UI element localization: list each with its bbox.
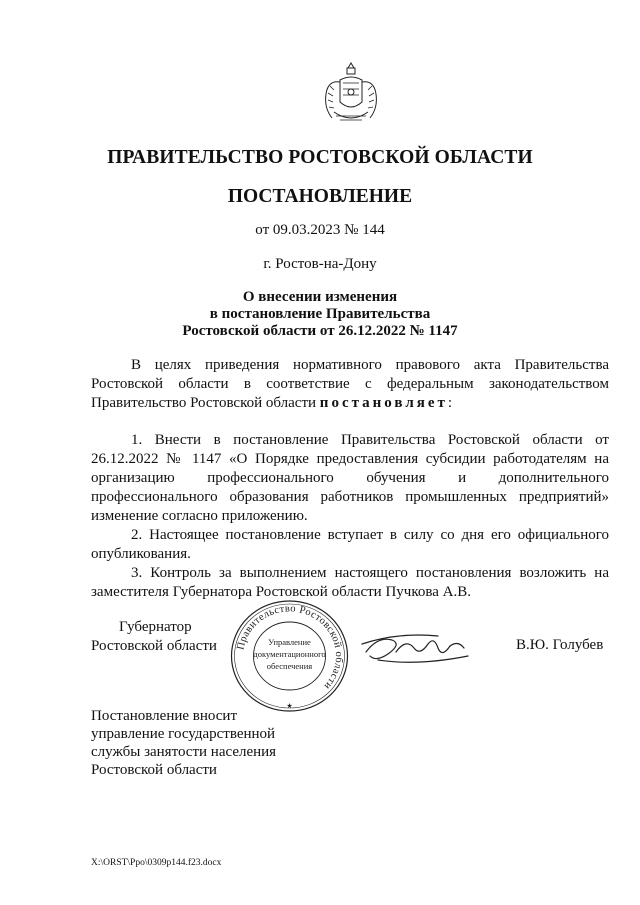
resolution-item: 2. Настоящее постановление вступает в силу со дня его официального опубликования. (91, 527, 609, 562)
seal-inner-line: документационного (253, 649, 326, 659)
file-path-footer: X:\ORST\Ppo\0309p144.f23.docx (91, 858, 222, 868)
official-seal-icon (229, 598, 350, 714)
submitted-by-line: Постановление вносит (91, 708, 238, 724)
preamble-colon: : (447, 395, 453, 411)
svg-text:★: ★ (286, 702, 293, 710)
seal-inner-line: Управление (268, 637, 311, 647)
document-subject (0, 289, 640, 340)
signatory-title-line: Ростовской области (91, 638, 217, 654)
document-city: г. Ростов-на-Дону (263, 256, 377, 272)
submitted-by-line: управление государственной (91, 726, 276, 742)
preamble-verb: постановляет (319, 395, 448, 411)
preamble-text: В целях приведения нормативного правового акта Правительства Ростовской области в соответствие с федеральным законодательством Правительство Ростовской области (91, 357, 609, 411)
handwritten-signature-icon (358, 622, 498, 670)
document-date-number: от 09.03.2023 № 144 (255, 222, 385, 238)
coat-of-arms-icon (318, 60, 384, 128)
seal-outer-text: Правительство Ростовской области (235, 603, 345, 692)
submitted-by-line: Ростовской области (91, 762, 217, 778)
signatory-name: В.Ю. Голубев (516, 637, 604, 653)
preamble-paragraph (91, 356, 609, 413)
resolution-item: 1. Внести в постановление Правительства Ростовской области от 26.12.2022 № 1147 «О Порядке предоставления субсидии работодателям на организацию профессионального обучения и дополнительного профессионального образования работников промышленных предприятий» изменение согласно приложению. (91, 432, 609, 524)
svg-text:Правительство Ростовской облас (235, 603, 344, 691)
submitted-by-line: службы занятости населения (91, 744, 277, 760)
organization-title: ПРАВИТЕЛЬСТВО РОСТОВСКОЙ ОБЛАСТИ (107, 147, 533, 168)
submitted-by-note (91, 707, 276, 779)
subject-line: Ростовской области от 26.12.2022 № 1147 (182, 323, 458, 339)
resolution-item: 3. Контроль за выполнением настоящего постановления возложить на заместителя Губернатора Ростовской области Пучкова А.В. (91, 565, 609, 600)
subject-line: О внесении изменения (242, 289, 398, 305)
resolution-items (91, 431, 609, 602)
signatory-title-line: Губернатор (119, 619, 192, 635)
signatory-title (91, 618, 217, 656)
subject-line: в постановление Правительства (209, 306, 431, 322)
document-type: ПОСТАНОВЛЕНИЕ (227, 186, 413, 207)
seal-inner-line: обеспечения (266, 661, 313, 671)
